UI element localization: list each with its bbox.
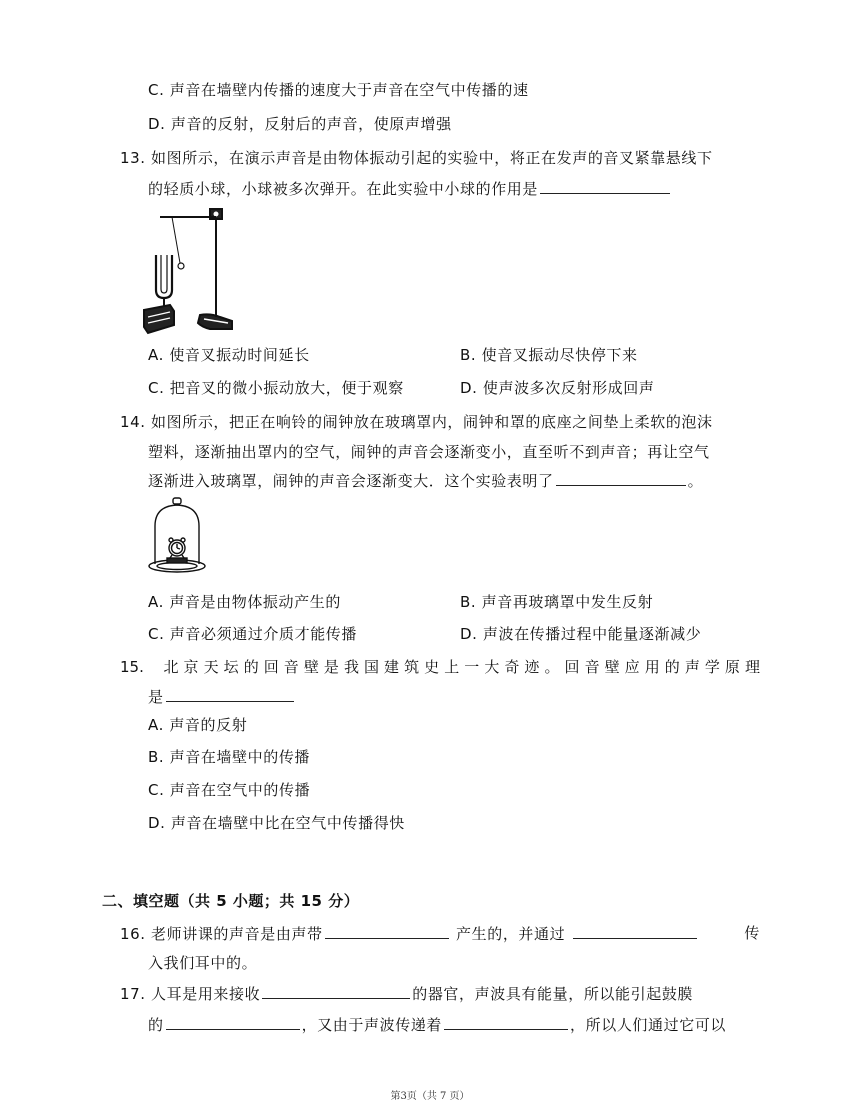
q16-text-line2: 入我们耳中的。 xyxy=(148,954,258,972)
q15-option-c[interactable]: C. 声音在空气中的传播 xyxy=(148,781,311,799)
q14-stem-line1 xyxy=(120,412,760,432)
q15-option-d[interactable]: D. 声音在墙壁中比在空气中传播得快 xyxy=(148,814,405,832)
q16-text-part3: 传 xyxy=(744,924,760,942)
q17-text-line2a: 的 xyxy=(148,1016,164,1034)
q13-stem-line1 xyxy=(120,148,760,168)
q15-option-a[interactable]: A. 声音的反射 xyxy=(148,716,248,734)
q17-number: 17. xyxy=(120,985,146,1003)
q13-option-a[interactable]: A. 使音叉振动时间延长 xyxy=(148,346,310,364)
q17-text-line2c: ，所以人们通过它可以 xyxy=(570,1016,727,1034)
q14-stem-line3 xyxy=(148,470,703,491)
q17-blank-3[interactable] xyxy=(444,1014,568,1030)
q14-option-c[interactable]: C. 声音必须通过介质才能传播 xyxy=(148,625,358,643)
q17-blank-1[interactable] xyxy=(262,983,410,999)
q12-option-d: D. 声音的反射，反射后的声音，使原声增强 xyxy=(148,115,452,133)
q17-stem-line2 xyxy=(148,1014,726,1035)
q15-stem-line2 xyxy=(148,686,296,707)
q14-text-line1: 如图所示，把正在响铃的闹钟放在玻璃罩内，闹钟和罩的底座之间垫上柔软的泡沫 xyxy=(151,413,713,431)
page-footer: 第3页（共 7 页） xyxy=(390,1091,470,1102)
q16-stem-line1 xyxy=(120,923,760,944)
q16-text-part2: 产生的，并通过 xyxy=(456,925,566,943)
q15-number: 15. xyxy=(120,658,144,676)
q13-option-c[interactable]: C. 把音叉的微小振动放大，便于观察 xyxy=(148,379,404,397)
q12-option-c: C. 声音在墙壁内传播的速度大于声音在空气中传播的速 xyxy=(148,81,529,99)
q13-option-b[interactable]: B. 使音叉振动尽快停下来 xyxy=(460,346,638,364)
q15-stem-line1 xyxy=(120,657,760,677)
q14-answer-blank[interactable] xyxy=(556,470,686,486)
q14-text-line2: 塑料，逐渐抽出罩内的空气，闹钟的声音会逐渐变小，直至听不到声音；再让空气 xyxy=(148,443,710,461)
q13-text-line2: 的轻质小球，小球被多次弹开。在此实验中小球的作用是 xyxy=(148,180,539,198)
q17-stem-line1 xyxy=(120,983,760,1004)
q17-text-line2b: ，又由于声波传递着 xyxy=(301,1016,443,1034)
q16-blank-2[interactable] xyxy=(573,923,697,939)
q14-option-a[interactable]: A. 声音是由物体振动产生的 xyxy=(148,593,341,611)
q14-option-b[interactable]: B. 声音再玻璃罩中发生反射 xyxy=(460,593,654,611)
bell-jar-figure xyxy=(145,496,211,578)
q17-text-part1: 人耳是用来接收 xyxy=(151,985,261,1003)
q15-option-b[interactable]: B. 声音在墙壁中的传播 xyxy=(148,748,311,766)
q14-text-line3: 逐渐进入玻璃罩，闹钟的声音会逐渐变大．这个实验表明了 xyxy=(148,472,554,490)
q16-text-part1: 老师讲课的声音是由声带 xyxy=(151,925,323,943)
section-fill-in-title: 二、填空题（共 5 小题；共 15 分） xyxy=(102,892,360,910)
q13-answer-blank[interactable] xyxy=(540,178,670,194)
q15-text-line1: 北京天坛的回音壁是我国建筑史上一大奇迹。回音壁应用的声学原理 xyxy=(163,658,760,676)
q15-text-line2: 是 xyxy=(148,688,164,706)
q14-number: 14. xyxy=(120,413,146,431)
q16-blank-1[interactable] xyxy=(325,923,449,939)
q13-number: 13. xyxy=(120,149,146,167)
q14-text-line3-end: 。 xyxy=(687,472,704,490)
q16-number: 16. xyxy=(120,925,146,943)
q13-option-d[interactable]: D. 使声波多次反射形成回声 xyxy=(460,379,655,397)
tuning-fork-figure xyxy=(140,205,240,340)
q13-stem-line2 xyxy=(148,178,672,199)
q17-blank-2[interactable] xyxy=(166,1014,300,1030)
q13-text-line1: 如图所示，在演示声音是由物体振动引起的实验中，将正在发声的音叉紧靠悬线下 xyxy=(151,149,713,167)
q17-text-part2: 的器官，声波具有能量，所以能引起鼓膜 xyxy=(412,985,694,1003)
q14-option-d[interactable]: D. 声波在传播过程中能量逐渐减少 xyxy=(460,625,702,643)
q15-answer-blank[interactable] xyxy=(166,686,294,702)
